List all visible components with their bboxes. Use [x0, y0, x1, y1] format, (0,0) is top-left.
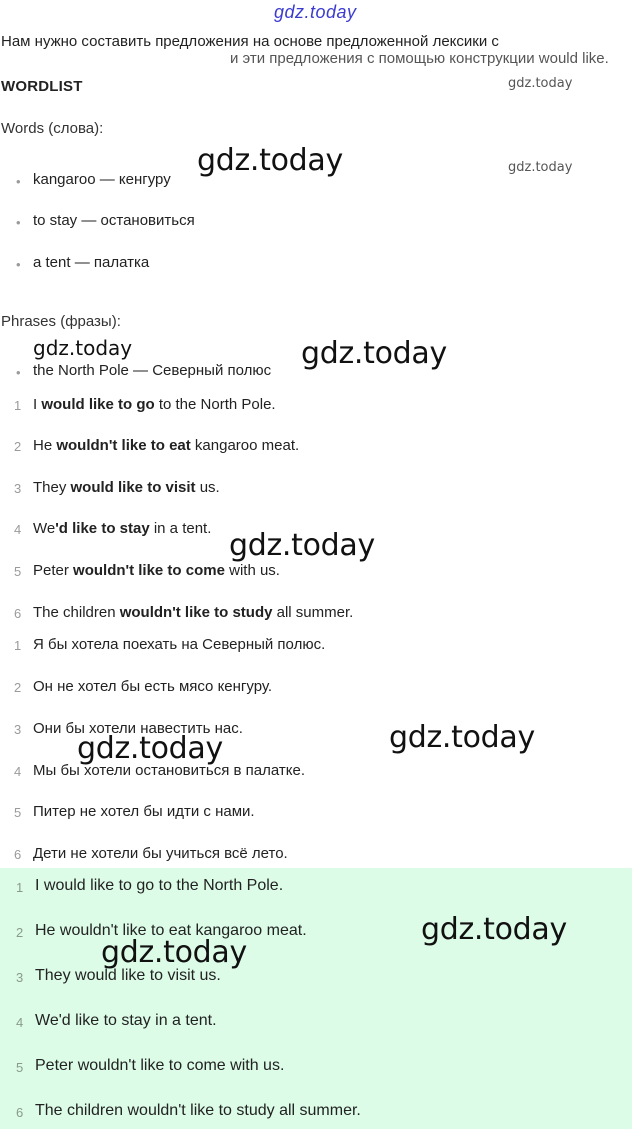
sentence-item: They would like to visit us.: [33, 479, 220, 496]
answer-number: 3: [16, 970, 24, 985]
words-title: Words (слова):: [1, 120, 104, 137]
sentence-item: He wouldn't like to eat kangaroo meat.: [33, 437, 300, 454]
sentence-number: 2: [14, 439, 22, 454]
translation-number: 6: [14, 847, 22, 862]
watermark: gdz.today: [197, 143, 343, 178]
word-item: kangaroo — кенгуру: [33, 171, 171, 188]
answer-item: We'd like to stay in a tent.: [35, 1012, 217, 1029]
sentence-item: The children wouldn't like to study all summer.: [33, 604, 354, 621]
translation-number: 2: [14, 680, 22, 695]
watermark: gdz.today: [508, 76, 573, 91]
answer-item: Peter wouldn't like to come with us.: [35, 1057, 285, 1074]
answer-number: 4: [16, 1015, 24, 1030]
sentence-number: 4: [14, 522, 22, 537]
word-item: a tent — палатка: [33, 254, 150, 271]
sentence-number: 5: [14, 564, 22, 579]
watermark: gdz.today: [229, 528, 375, 563]
site-logo[interactable]: gdz.today: [274, 2, 357, 22]
phrase-item: the North Pole — Северный полюс: [33, 362, 272, 379]
sentence-number: 1: [14, 398, 22, 413]
translation-item: Мы бы хотели остановиться в палатке.: [33, 762, 305, 779]
watermark: gdz.today: [77, 731, 223, 766]
watermark: gdz.today: [301, 336, 447, 371]
answer-number: 2: [16, 925, 24, 940]
watermark: gdz.today: [508, 160, 573, 175]
word-item: to stay — остановиться: [33, 212, 195, 229]
sentence-item: We'd like to stay in a tent.: [33, 520, 212, 537]
intro-text-cut: и эти предложения с помощью конструкции would like.: [230, 50, 609, 67]
sentence-item: I would like to go to the North Pole.: [33, 396, 276, 413]
translation-item: Дети не хотели бы учиться всё лето.: [33, 845, 288, 862]
answer-item: They would like to visit us.: [35, 967, 221, 984]
translation-number: 5: [14, 805, 22, 820]
intro-text: Нам нужно составить предложения на основе предложенной лексики с: [1, 33, 499, 50]
translation-number: 4: [14, 764, 22, 779]
translation-number: 3: [14, 722, 22, 737]
sentence-number: 6: [14, 606, 22, 621]
sentence-number: 3: [14, 481, 22, 496]
watermark: gdz.today: [101, 935, 247, 970]
watermark: gdz.today: [389, 720, 535, 755]
phrases-title: Phrases (фразы):: [1, 313, 121, 330]
answer-item: He wouldn't like to eat kangaroo meat.: [35, 922, 307, 939]
bullet-icon: •: [16, 365, 21, 380]
answer-number: 5: [16, 1060, 24, 1075]
translation-item: Они бы хотели навестить нас.: [33, 720, 243, 737]
answer-number: 1: [16, 880, 24, 895]
translation-item: Питер не хотел бы идти с нами.: [33, 803, 255, 820]
sentence-item: Peter wouldn't like to come with us.: [33, 562, 280, 579]
answer-item: The children wouldn't like to study all summer.: [35, 1102, 361, 1119]
wordlist-heading: WORDLIST: [1, 78, 83, 95]
bullet-icon: •: [16, 174, 21, 189]
translation-number: 1: [14, 638, 22, 653]
answer-block: [0, 868, 632, 1129]
answer-number: 6: [16, 1105, 24, 1120]
translation-item: Я бы хотела поехать на Северный полюс.: [33, 636, 326, 653]
watermark: gdz.today: [33, 336, 133, 360]
bullet-icon: •: [16, 215, 21, 230]
translation-item: Он не хотел бы есть мясо кенгуру.: [33, 678, 273, 695]
answer-item: I would like to go to the North Pole.: [35, 877, 284, 894]
watermark: gdz.today: [421, 912, 567, 947]
bullet-icon: •: [16, 257, 21, 272]
